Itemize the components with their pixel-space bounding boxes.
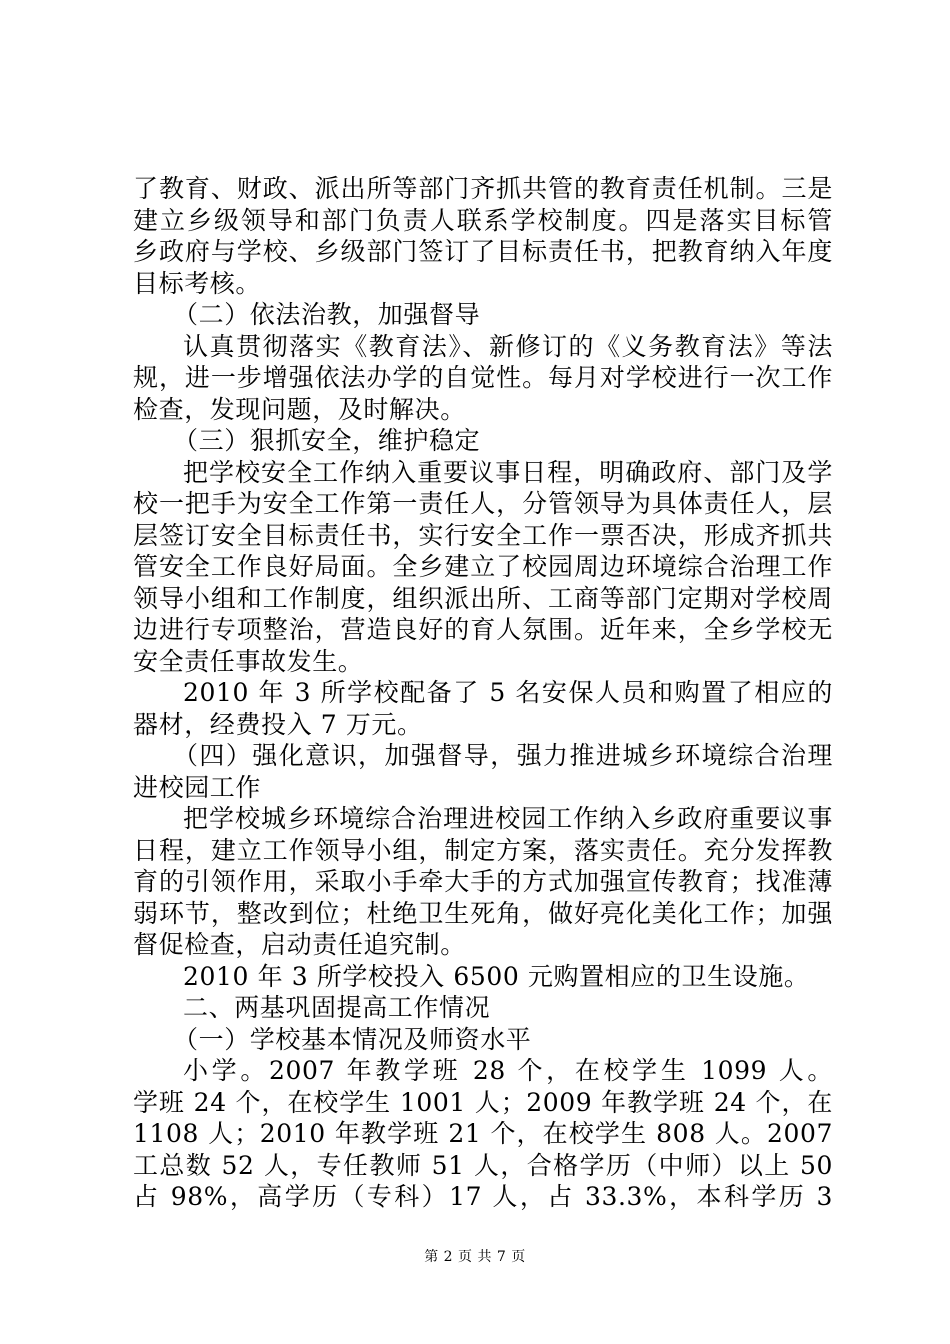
- text-line: （一）学校基本情况及师资水平: [173, 1024, 532, 1054]
- text-line: 管安全工作良好局面。全乡建立了校园周边环境综合治理工作: [133, 552, 833, 581]
- text-line: 边进行专项整治，营造良好的育人氛围。近年来，全乡学校无: [133, 615, 833, 644]
- text-line: 小学。2007 年教学班 28 个，在校学生 1099 人。: [183, 1056, 833, 1085]
- document-body: [133, 173, 833, 1213]
- text-line: 器材，经费投入 7 万元。: [133, 709, 423, 739]
- text-line: （四）强化意识，加强督导，强力推进城乡环境综合治理: [173, 741, 833, 770]
- text-line: 目标考核。: [133, 268, 262, 298]
- text-line: 校一把手为安全工作第一责任人，分管领导为具体责任人，层: [133, 489, 833, 518]
- text-line: 了教育、财政、派出所等部门齐抓共管的教育责任机制。三是: [133, 174, 833, 203]
- text-line: 把学校安全工作纳入重要议事日程，明确政府、部门及学: [183, 457, 833, 487]
- text-line: 建立乡级领导和部门负责人联系学校制度。四是落实目标管: [133, 205, 833, 235]
- text-line: 乡政府与学校、乡级部门签订了目标责任书，把教育纳入年度: [133, 237, 833, 266]
- text-line: 占 98%，高学历（专科）17 人，占 33.3%，本科学历 3: [133, 1182, 833, 1211]
- text-line: 2010 年 3 所学校投入 6500 元购置相应的卫生设施。: [183, 961, 810, 991]
- text-line: 工总数 52 人，专任教师 51 人，合格学历（中师）以上 50: [133, 1150, 833, 1180]
- text-line: 认真贯彻落实《教育法》、新修订的《义务教育法》等法: [183, 331, 833, 361]
- text-line: 1108 人；2010 年教学班 21 个，在校学生 808 人。2007: [133, 1119, 833, 1148]
- text-line: （三）狠抓安全，维护稳定: [173, 426, 481, 455]
- text-line: 二、两基巩固提高工作情况: [183, 993, 491, 1022]
- text-line: 规，进一步增强依法办学的自觉性。每月对学校进行一次工作: [133, 363, 833, 392]
- text-line: 弱环节，整改到位；杜绝卫生死角，做好亮化美化工作；加强: [133, 898, 833, 928]
- text-line: 领导小组和工作制度，组织派出所、工商等部门定期对学校周: [133, 583, 833, 613]
- text-line: 育的引领作用，采取小手牵大手的方式加强宣传教育；找准薄: [133, 867, 833, 896]
- text-line: 把学校城乡环境综合治理进校园工作纳入乡政府重要议事: [183, 804, 833, 833]
- text-line: （二）依法治教，加强督导: [173, 300, 481, 329]
- text-line: 2010 年 3 所学校配备了 5 名安保人员和购置了相应的: [183, 678, 833, 707]
- page-footer: 第 2 页 共 7 页: [424, 1249, 526, 1265]
- text-line: 安全责任事故发生。: [133, 646, 364, 676]
- text-line: 检查，发现问题，及时解决。: [133, 394, 466, 424]
- text-line: 层签订安全目标责任书，实行安全工作一票否决，形成齐抓共: [133, 520, 833, 550]
- text-line: 日程，建立工作领导小组，制定方案，落实责任。充分发挥教: [133, 835, 833, 865]
- text-line: 进校园工作: [133, 772, 262, 802]
- text-line: 督促检查，启动责任追究制。: [133, 930, 466, 959]
- text-line: 学班 24 个，在校学生 1001 人；2009 年教学班 24 个，在: [133, 1087, 833, 1117]
